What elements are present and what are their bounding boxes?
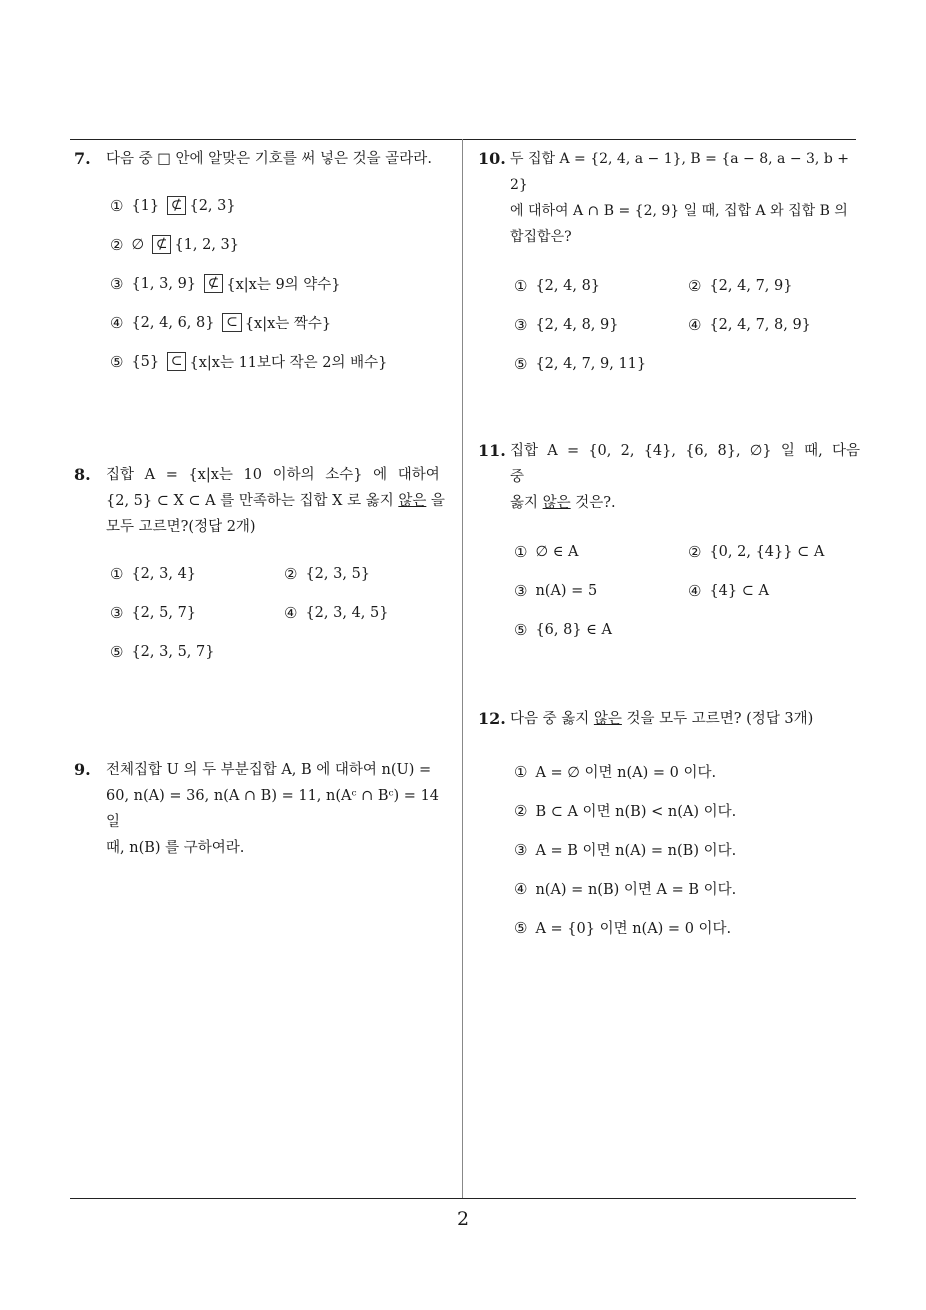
option-2[interactable]: ② {0, 2, {4}} ⊂ A — [688, 542, 825, 561]
question-number: 12. — [478, 709, 506, 728]
question-11 — [478, 438, 860, 649]
option-3[interactable]: ③ {2, 4, 8, 9} — [514, 315, 619, 334]
option-2[interactable]: ② {2, 3, 5} — [284, 564, 371, 583]
question-number: 10. — [478, 149, 506, 168]
question-text-line: 집합 A = {0, 2, {4}, {6, 8}, ∅} 일 때, 다음 중 — [510, 443, 860, 485]
question-number: 8. — [74, 465, 91, 484]
question-10 — [478, 146, 860, 383]
question-text-line: 모두 고르면?(정답 2개) — [106, 519, 256, 535]
question-text-line: 집합 A = {x|x는 10 이하의 소수} 에 대하여 — [106, 467, 440, 483]
question-9 — [74, 757, 456, 861]
option-1[interactable]: ① {2, 4, 8} — [514, 276, 601, 295]
option-3[interactable]: ③ {1, 3, 9} ⊄ {x|x는 9의 약수} — [110, 274, 341, 293]
question-text-line: 때, n(B) 를 구하여라. — [106, 840, 245, 856]
question-text-line: 전체집합 U 의 두 부분집합 A, B 에 대하여 n(U) = — [106, 762, 432, 778]
option-4[interactable]: ④ {2, 4, 7, 8, 9} — [688, 315, 811, 334]
option-3[interactable]: ③ n(A) = 5 — [514, 581, 598, 600]
question-12 — [478, 706, 860, 947]
question-text: 다음 중 옳지 않은 것을 모두 고르면? (정답 3개) — [510, 711, 814, 727]
question-number: 9. — [74, 760, 91, 779]
option-2[interactable]: ② ∅ ⊄ {1, 2, 3} — [110, 235, 240, 254]
question-text-line: 합집합은? — [510, 229, 572, 245]
question-text-line: {2, 5} ⊂ X ⊂ A 를 만족하는 집합 X 로 옳지 않은 을 — [106, 493, 445, 509]
question-number: 7. — [74, 149, 91, 168]
question-text-line: 에 대하여 A ∩ B = {2, 9} 일 때, 집합 A 와 집합 B 의 — [510, 203, 848, 219]
option-5[interactable]: ⑤ A = {0} 이면 n(A) = 0 이다. — [514, 918, 732, 937]
question-text-line: 60, n(A) = 36, n(A ∩ B) = 11, n(Aᶜ ∩ Bᶜ) = 14 일 — [106, 788, 440, 830]
question-text: 다음 중 □ 안에 알맞은 기호를 써 넣은 것을 골라라. — [106, 151, 432, 167]
option-4[interactable]: ④ n(A) = n(B) 이면 A = B 이다. — [514, 879, 737, 898]
option-3[interactable]: ③ {2, 5, 7} — [110, 603, 197, 622]
option-4[interactable]: ④ {4} ⊂ A — [688, 581, 769, 600]
question-7 — [74, 146, 454, 381]
page-number: 2 — [456, 1208, 470, 1230]
option-2[interactable]: ② {2, 4, 7, 9} — [688, 276, 793, 295]
question-8 — [74, 462, 456, 671]
option-1[interactable]: ① {2, 3, 4} — [110, 564, 197, 583]
option-1[interactable]: ① {1} ⊄ {2, 3} — [110, 196, 236, 215]
option-5[interactable]: ⑤ {6, 8} ∈ A — [514, 620, 612, 639]
option-4[interactable]: ④ {2, 3, 4, 5} — [284, 603, 389, 622]
question-number: 11. — [478, 441, 506, 460]
question-text-line: 두 집합 A = {2, 4, a − 1}, B = {a − 8, a − 3, b + 2} — [510, 151, 849, 193]
option-1[interactable]: ① ∅ ∈ A — [514, 542, 579, 561]
option-1[interactable]: ① A = ∅ 이면 n(A) = 0 이다. — [514, 762, 717, 781]
option-5[interactable]: ⑤ {2, 4, 7, 9, 11} — [514, 354, 647, 373]
header-rule — [70, 139, 856, 140]
option-2[interactable]: ② B ⊂ A 이면 n(B) < n(A) 이다. — [514, 801, 737, 820]
footer-rule — [70, 1198, 856, 1199]
option-5[interactable]: ⑤ {2, 3, 5, 7} — [110, 642, 215, 661]
option-4[interactable]: ④ {2, 4, 6, 8} ⊂ {x|x는 짝수} — [110, 313, 332, 332]
option-5[interactable]: ⑤ {5} ⊂ {x|x는 11보다 작은 2의 배수} — [110, 352, 388, 371]
question-text-line: 옳지 않은 것은?. — [510, 495, 616, 511]
column-divider — [462, 139, 463, 1199]
option-3[interactable]: ③ A = B 이면 n(A) = n(B) 이다. — [514, 840, 737, 859]
